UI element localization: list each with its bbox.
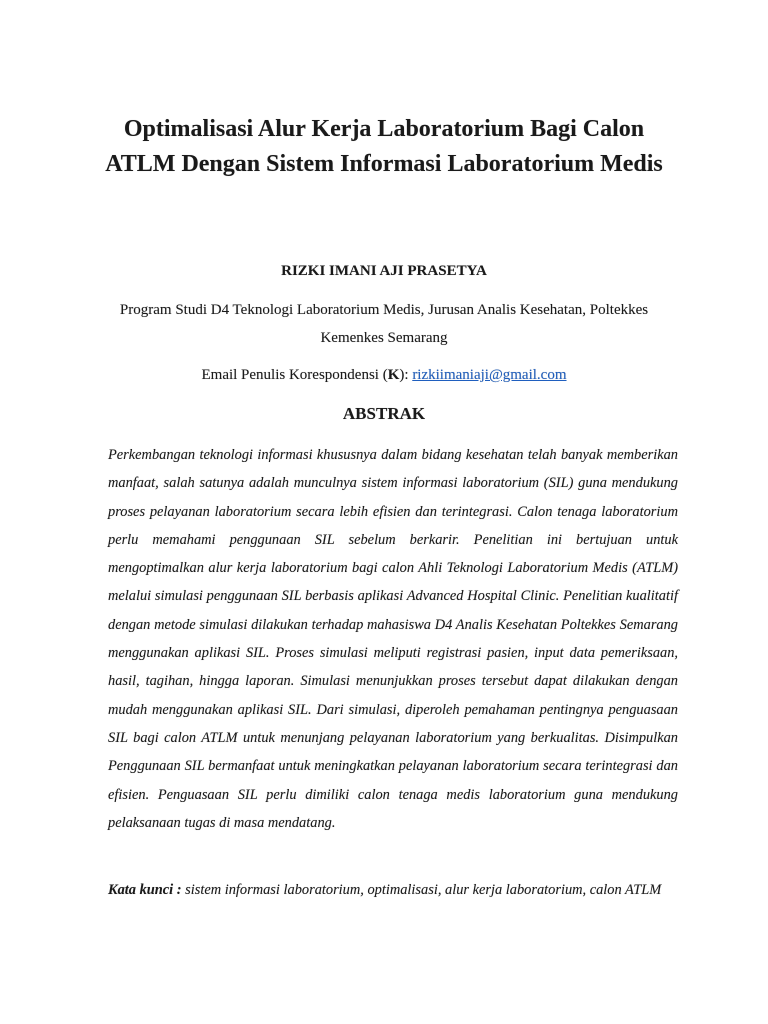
email-link[interactable]: rizkiimaniaji@gmail.com [412,367,567,383]
author-name: RIZKI IMANI AJI PRASETYA [281,263,487,279]
keywords-label: Kata kunci : [108,882,182,898]
email-k-marker: K [387,367,400,383]
keywords-line [108,876,678,904]
paper-title: Optimalisasi Alur Kerja Laboratorium Bagi Calon ATLM Dengan Sistem Informasi Laboratorium Medis [105,116,663,177]
email-suffix: ): [399,367,413,383]
corresponding-email-line [0,364,768,386]
email-prefix: Email Penulis Korespondensi ( [201,367,388,383]
abstract-body: Perkembangan teknologi informasi khususnya dalam bidang kesehatan telah banyak memberikan manfaat, salah satunya adalah munculnya sistem informasi laboratorium (SIL) guna mendukung proses pelayanan laboratorium secara lebih efisien dan terintegrasi. Calon tenaga laboratorium perlu memahami penggunaan SIL sebelum berkarir. Penelitian ini bertujuan untuk mengoptimalkan alur kerja laboratorium bagi calon Ahli Teknologi Laboratorium Medis (ATLM) melalui simulasi penggunaan SIL berbasis aplikasi Advanced Hospital Clinic. Penelitian kualitatif dengan metode simulasi dilakukan terhadap mahasiswa D4 Analis Kesehatan Poltekkes Semarang menggunakan aplikasi SIL. Proses simulasi meliputi registrasi pasien, input data pemeriksaan, hasil, tagihan, hingga laporan. Simulasi menunjukkan proses tersebut dapat dilakukan dengan mudah menggunakan aplikasi SIL. Dari simulasi, diperoleh pemahaman pentingnya penguasaan SIL bagi calon ATLM untuk menunjang pelayanan laboratorium yang berkualitas. Disimpulkan Penggunaan SIL bermanfaat untuk meningkatkan pelayanan laboratorium secara terintegrasi dan efisien. Penguasaan SIL perlu dimiliki calon tenaga medis laboratorium guna mendukung pelaksanaan tugas di masa mendatang. [108,447,678,831]
keywords-text: sistem informasi laboratorium, optimalisasi, alur kerja laboratorium, calon ATLM [181,882,662,898]
abstract-heading: ABSTRAK [342,404,426,423]
author-affiliation: Program Studi D4 Teknologi Laboratorium Medis, Jurusan Analis Kesehatan, Poltekkes Kemenkes Semarang [119,302,649,346]
